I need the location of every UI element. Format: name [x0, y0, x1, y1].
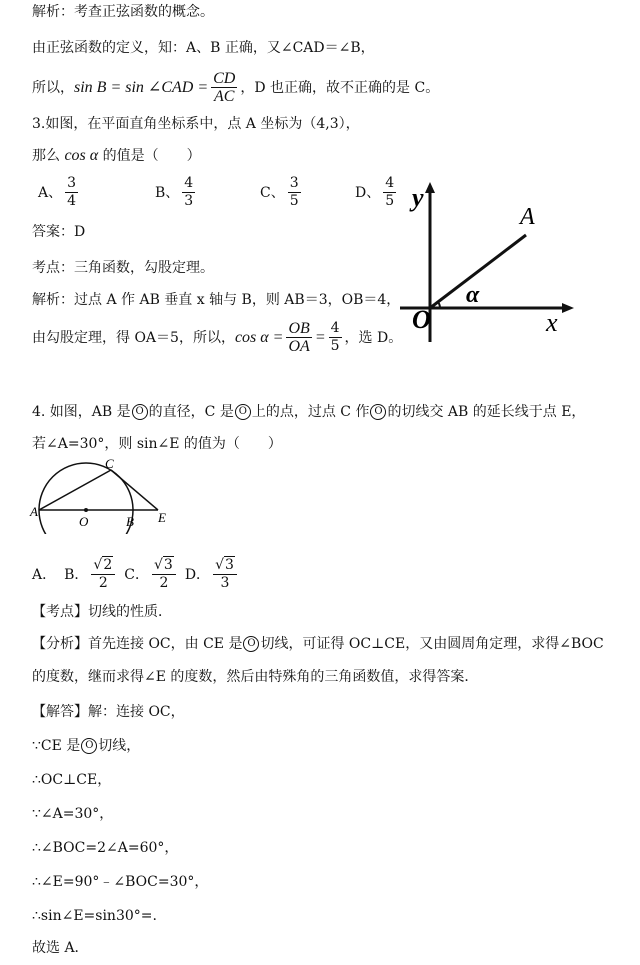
- q4-stem-d: 的切线交 AB 的延长线于点 E，: [387, 404, 586, 420]
- q2-so-prefix: 所以，: [32, 79, 74, 96]
- origin-label: O: [412, 305, 431, 334]
- q4-conclusion: 故选 A．: [32, 940, 89, 956]
- q4-step4: ∴∠BOC=2∠A=60°，: [32, 840, 179, 856]
- radicand: 3: [224, 557, 234, 573]
- y-axis-label: y: [412, 183, 424, 212]
- q3-stem-suffix: 的值是（ ）: [102, 148, 201, 164]
- q2-so-suffix: ，D 也正确，故不正确的是 C。: [240, 79, 440, 96]
- q2-analysis: 解析：考查正弦函数的概念。: [32, 4, 214, 20]
- frac-num: OB: [288, 320, 310, 337]
- q4-keypoint: 【考点】切线的性质．: [32, 604, 172, 620]
- q4-stem-b: 的直径，C 是: [148, 404, 234, 420]
- q3-analysis: 解析：过点 A 作 AB 垂直 x 轴与 B，则 AB＝3，OB＝4，: [32, 292, 401, 308]
- q4-option-c-value: [152, 557, 176, 592]
- q4-analysis-b: 切线，可证得 OC⊥CE，又由圆周角定理，求得∠BOC: [260, 636, 604, 652]
- q3-option-fraction: [65, 175, 78, 210]
- frac-den: OA: [288, 338, 310, 355]
- q4-step2: ∴OC⊥CE，: [32, 772, 112, 788]
- q3-derive-frac1: [286, 320, 311, 355]
- q4-step5: ∴∠E=90°﹣∠BOC=30°，: [32, 874, 209, 890]
- label-e: E: [158, 510, 166, 525]
- q4-analysis-line2: 的度数，继而求得∠E 的度数，然后由特殊角的三角函数值，求得答案．: [32, 669, 479, 685]
- q3-option-label: D、: [355, 184, 381, 201]
- q3-derive-eq: =: [314, 328, 326, 346]
- q2-frac-num: CD: [213, 70, 236, 87]
- sqrt: √2: [91, 557, 115, 575]
- q3-derivation: [32, 320, 402, 355]
- q3-derive-suffix: ，选 D。: [344, 329, 403, 346]
- radicand: 3: [163, 557, 173, 573]
- q3-option-a: [38, 175, 81, 210]
- point-a-label: A: [520, 204, 535, 230]
- q4-solution-head: 【解答】解：连接 OC，: [32, 704, 185, 720]
- q3-derive-math: cos α =: [234, 328, 284, 346]
- q3-option-label: A、: [38, 184, 63, 201]
- sqrt: √3: [213, 557, 237, 575]
- radicand: 2: [103, 557, 113, 573]
- q3-option-b: [155, 175, 198, 210]
- q4-option-d-value: [213, 557, 237, 592]
- q4-step3: ∵∠A=30°，: [32, 806, 114, 822]
- frac-den: 4: [67, 193, 77, 209]
- frac-den: 5: [385, 193, 395, 209]
- q4-option-b-label: B．: [64, 566, 89, 583]
- circle-o-symbol: O: [81, 738, 97, 754]
- circle-o-symbol: O: [132, 404, 148, 420]
- q3-option-c: [260, 175, 304, 210]
- frac-num: 3: [289, 175, 299, 191]
- label-b: B: [126, 514, 134, 529]
- circle-o-symbol: O: [243, 636, 259, 652]
- q3-stem-line1: 3.如图，在平面直角坐标系中，点 A 坐标为（4,3），: [32, 116, 360, 132]
- q4-step1-b: 切线，: [98, 738, 141, 754]
- q2-formula: sin B = sin ∠CAD =: [74, 78, 209, 96]
- q3-derive-frac2: [329, 320, 342, 355]
- q4-stem-a: 4. 如图，AB 是: [32, 404, 131, 420]
- circle-o-symbol: O: [235, 404, 251, 420]
- frac-den: 2: [98, 575, 108, 591]
- q4-stem-c: 上的点，过点 C 作: [251, 404, 370, 420]
- q3-option-fraction: [182, 175, 195, 210]
- q3-option-fraction: [383, 175, 396, 210]
- frac-den: 3: [220, 575, 230, 591]
- q3-option-fraction: [288, 175, 301, 210]
- q4-options: [32, 557, 240, 592]
- label-a: A: [30, 504, 38, 519]
- q4-option-b-value: [91, 557, 115, 592]
- q3-derive-prefix: 由勾股定理，得 OA＝5，所以，: [32, 329, 235, 346]
- q3-option-label: B、: [155, 184, 180, 201]
- q3-stem-line2: [32, 146, 201, 166]
- frac-den: 2: [159, 575, 169, 591]
- tangent-ce: [111, 470, 158, 510]
- y-axis-arrow: [425, 182, 435, 193]
- q3-keypoint: 考点：三角函数，勾股定理。: [32, 260, 214, 276]
- alpha-label: α: [466, 282, 480, 308]
- x-axis-arrow: [562, 303, 574, 313]
- frac-den: 5: [289, 193, 299, 209]
- q3-coordinate-figure: [398, 182, 578, 357]
- q4-option-c-label: C．: [124, 566, 149, 583]
- frac-den: 3: [184, 193, 194, 209]
- q4-analysis-a: 【分析】首先连接 OC，由 CE 是: [32, 636, 243, 652]
- q4-circle-figure: [28, 458, 178, 534]
- q2-reason: 由正弦函数的定义，知：A、B 正确，又∠CAD＝∠B，: [32, 40, 375, 56]
- label-c: C: [105, 458, 114, 471]
- center-dot: [84, 508, 88, 512]
- x-axis-label: x: [546, 308, 558, 337]
- frac-num: 3: [67, 175, 77, 191]
- sqrt: √3: [152, 557, 176, 575]
- q4-option-a: A．: [32, 566, 57, 583]
- q3-option-label: C、: [260, 184, 285, 201]
- frac-num: 4: [385, 175, 395, 191]
- q2-fraction: [211, 70, 237, 105]
- circle-o-symbol: O: [370, 404, 386, 420]
- q4-option-d-label: D．: [184, 566, 211, 583]
- q3-answer: 答案：D: [32, 224, 86, 240]
- frac-num: 4: [184, 175, 194, 191]
- q3-stem-prefix: 那么: [32, 148, 60, 164]
- q4-step1-a: ∵CE 是: [32, 738, 81, 754]
- frac-num: 4: [330, 320, 340, 336]
- q4-stem-line1: [32, 402, 585, 422]
- q3-stem-math: cos α: [64, 147, 99, 164]
- q4-step6: ∴sin∠E=sin30°=.: [32, 908, 157, 924]
- q4-step1: [32, 736, 140, 756]
- line-ac: [39, 470, 111, 510]
- q2-conclusion: [32, 70, 439, 105]
- q2-frac-den: AC: [214, 88, 235, 105]
- frac-den: 5: [330, 338, 340, 354]
- q4-analysis-line1: [32, 634, 604, 654]
- q3-option-d: [355, 175, 399, 210]
- label-o: O: [79, 514, 89, 529]
- q4-stem-line2: 若∠A=30°，则 sin∠E 的值为（ ）: [32, 436, 282, 452]
